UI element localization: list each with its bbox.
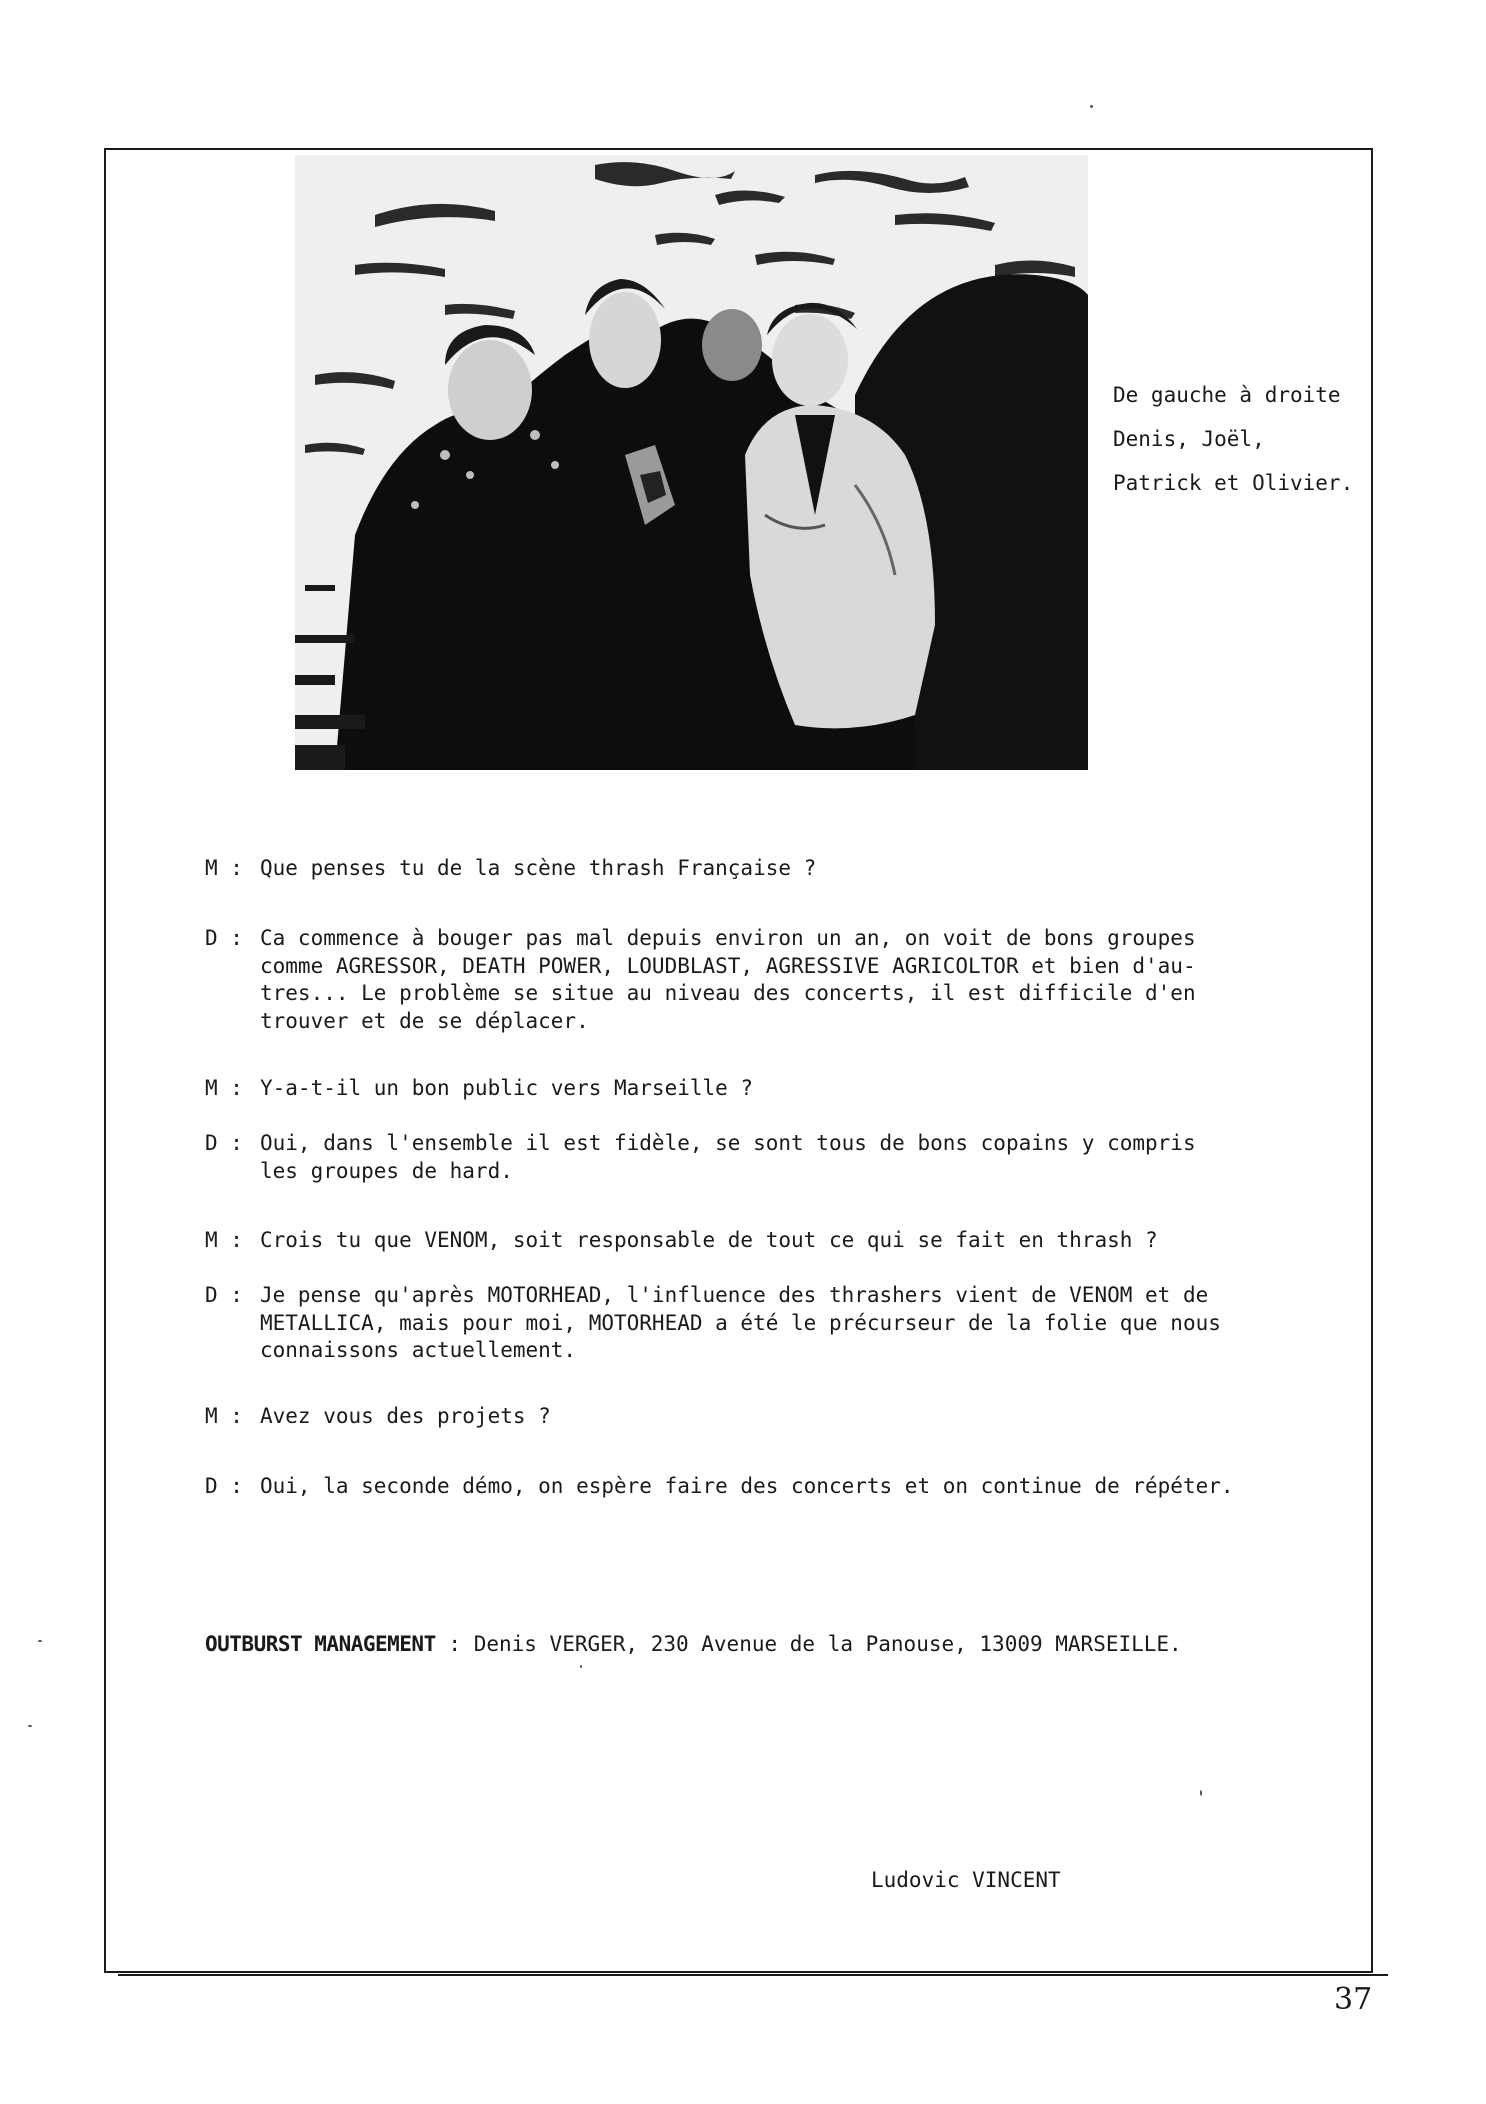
speaker-label: D :: [205, 1474, 243, 1498]
interview-line: Oui, dans l'ensemble il est fidèle, se sont tous de bons copains y compris: [260, 1131, 1196, 1155]
photo-caption: [1113, 373, 1383, 505]
author-signature: Ludovic VINCENT: [871, 1868, 1061, 1892]
interview-question: [205, 1227, 1335, 1255]
interview-question: [205, 855, 1335, 883]
interview-line: Que penses tu de la scène thrash Française ?: [260, 856, 817, 880]
caption-line: Patrick et Olivier.: [1113, 471, 1354, 495]
scan-speck: [38, 1640, 42, 1642]
page-border-underline: [118, 1974, 1388, 1976]
interview-question: [205, 1403, 1335, 1431]
caption-line: Denis, Joël,: [1113, 427, 1265, 451]
interview-line: les groupes de hard.: [260, 1158, 513, 1183]
interview-question: [205, 1075, 1335, 1103]
interview-line: trouver et de se déplacer.: [260, 1008, 589, 1033]
interview-answer: [205, 1130, 1335, 1185]
scan-speck: [580, 1665, 582, 1668]
interview-line: connaissons actuellement.: [260, 1338, 577, 1362]
caption-line: De gauche à droite: [1113, 383, 1341, 407]
interview-line: Je pense qu'après MOTORHEAD, l'influence des thrashers vient de VENOM et de: [260, 1283, 1209, 1307]
interview-line: METALLICA, mais pour moi, MOTORHEAD a été le précurseur de la folie que nous: [260, 1310, 1221, 1335]
interview-line: Avez vous des projets ?: [260, 1404, 551, 1428]
band-photo: [295, 155, 1088, 770]
speaker-label: M :: [205, 1076, 243, 1100]
speaker-label: D :: [205, 926, 243, 950]
interview-line: Crois tu que VENOM, soit responsable de tout ce qui se fait en thrash ?: [260, 1228, 1158, 1252]
interview-line: tres... Le problème se situe au niveau des concerts, il est difficile d'en: [260, 981, 1196, 1005]
interview-answer: [205, 1282, 1335, 1365]
interview-answer: [205, 1473, 1335, 1501]
scan-speck: [1090, 105, 1093, 108]
scan-speck: [28, 1725, 32, 1727]
page-number: 37: [1334, 1982, 1373, 2017]
speaker-label: M :: [205, 856, 243, 880]
speaker-label: D :: [205, 1131, 243, 1155]
interview-line: comme AGRESSOR, DEATH POWER, LOUDBLAST, AGRESSIVE AGRICOLTOR et bien d'au-: [260, 953, 1196, 978]
interview-line: Y-a-t-il un bon public vers Marseille ?: [260, 1076, 754, 1100]
speaker-label: D :: [205, 1283, 243, 1307]
speaker-label: M :: [205, 1228, 243, 1252]
management-separator: :: [448, 1632, 462, 1656]
interview-line: Ca commence à bouger pas mal depuis environ un an, on voit de bons groupes: [260, 926, 1196, 950]
interview-answer: [205, 925, 1335, 1035]
interview-line: Oui, la seconde démo, on espère faire des concerts et on continue de répéter.: [260, 1474, 1234, 1498]
scan-speck: [1200, 1790, 1202, 1796]
speaker-label: M :: [205, 1404, 243, 1428]
management-address: Denis VERGER, 230 Avenue de la Panouse, 13009 MARSEILLE.: [473, 1632, 1182, 1656]
management-label: OUTBURST MANAGEMENT: [205, 1632, 436, 1656]
management-contact: [205, 1632, 1182, 1656]
